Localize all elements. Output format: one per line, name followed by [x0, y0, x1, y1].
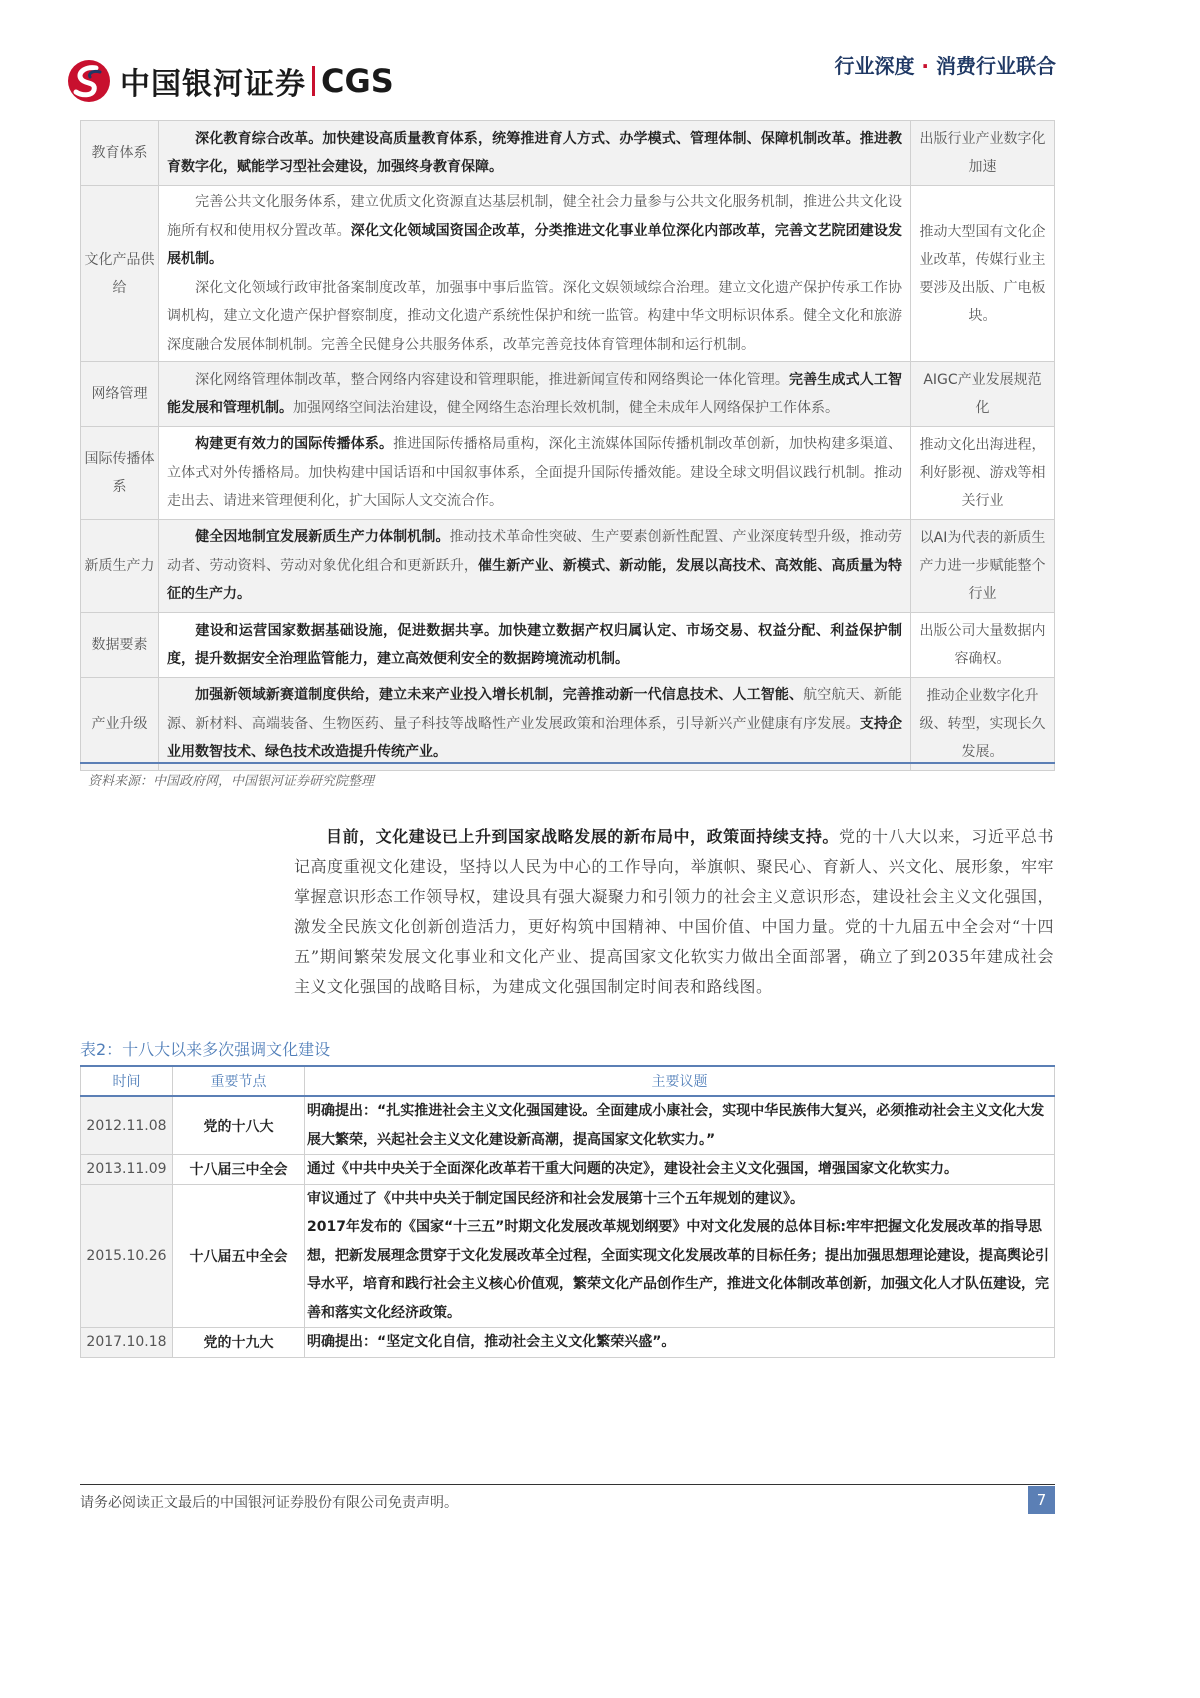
- row-topic: 审议通过了《中共中央关于制定国民经济和社会发展第十三个五年规划的建议》。 2017年发布的《国家“十三五”时期文化发展改革规划纲要》中对文化发展的总体目标:牢牢把握文化发展改革的指导思想，把新发展理念贯穿于文化发展改革全过程，全面实现文化发展改革的目标任务；提出加强思想理论建设，提高舆论引导水平，培育和践行社会主义核心价值观，繁荣文化产品创作生产，推进文化体制改革创新，加强文化人才队伍建设，完善和落实文化经济政策。: [305, 1184, 1055, 1328]
- doc-type-primary: 行业深度: [834, 54, 915, 78]
- row-impact: 出版行业产业数字化加速: [911, 121, 1055, 186]
- paragraph-text: 党的十八大以来，习近平总书记高度重视文化建设，坚持以人民为中心的工作导向，举旗帜、聚民心、育新人、兴文化、展形象，牢牢掌握意识形态工作领导权，建设具有强大凝聚力和引领力的社会主义意识形态，建设社会主义文化强国，激发全民族文化创新创造活力，更好构筑中国精神、中国价值、中国力量。党的十九届五中全会对“十四五”期间繁荣发展文化事业和文化产业、提高国家文化软实力做出全面部署，确立了到2035年建成社会主义文化强国的战略目标，为建成文化强国制定时间表和路线图。: [294, 827, 1054, 996]
- page-header: [66, 50, 1056, 110]
- row-category: 数据要素: [81, 613, 159, 678]
- table-row: [81, 1096, 1055, 1155]
- row-category: 教育体系: [81, 121, 159, 186]
- table-row: [81, 613, 1055, 678]
- brand-divider: [312, 66, 315, 96]
- doc-type-secondary: 消费行业联合: [936, 54, 1056, 78]
- cgs-logo-icon: [66, 58, 112, 104]
- row-impact: 推动企业数字化升级、转型，实现长久发展。: [911, 678, 1055, 771]
- brand-name-en: CGS: [321, 62, 394, 100]
- footer-disclaimer: 请务必阅读正文最后的中国银河证券股份有限公司免责声明。: [80, 1495, 458, 1511]
- row-impact: AIGC产业发展规范化: [911, 362, 1055, 427]
- brand-name-cn: 中国银河证券: [120, 67, 306, 102]
- page-number: 7: [1028, 1486, 1055, 1514]
- doc-type: [834, 50, 1056, 79]
- row-topic: 通过《中共中央关于全面深化改革若干重大问题的决定》，建设社会主义文化强国，增强国家文化软实力。: [305, 1155, 1055, 1185]
- row-time: 2015.10.26: [81, 1184, 173, 1328]
- table-row: [81, 186, 1055, 362]
- row-content: 加强新领域新赛道制度供给，建立未来产业投入增长机制，完善推动新一代信息技术、人工智能、航空航天、新能源、新材料、高端装备、生物医药、量子科技等战略性产业发展政策和治理体系，引导新兴产业健康有序发展。支持企业用数智技术、绿色技术改造提升传统产业。: [159, 678, 911, 771]
- table-row: [81, 1155, 1055, 1185]
- paragraph-lead: 目前，文化建设已上升到国家战略发展的新布局中，政策面持续支持。: [326, 827, 839, 846]
- row-topic: 明确提出：“扎实推进社会主义文化强国建设。全面建成小康社会，实现中华民族伟大复兴，必须推动社会主义文化大发展大繁荣，兴起社会主义文化建设新高潮，提高国家文化软实力。”: [305, 1096, 1055, 1155]
- row-content: 构建更有效力的国际传播体系。推进国际传播格局重构，深化主流媒体国际传播机制改革创新，加快构建多渠道、立体式对外传播格局。加快构建中国话语和中国叙事体系，全面提升国际传播效能。建设全球文明倡议践行机制。推动走出去、请进来管理便利化，扩大国际人文交流合作。: [159, 427, 911, 520]
- row-category: 国际传播体系: [81, 427, 159, 520]
- doc-type-separator: ·: [914, 54, 936, 78]
- brand-logo: [66, 58, 394, 104]
- col-header-topic: 主要议题: [305, 1066, 1055, 1096]
- table-source: 资料来源：中国政府网，中国银河证券研究院整理: [88, 774, 375, 789]
- row-time: 2013.11.09: [81, 1155, 173, 1185]
- row-impact: 推动文化出海进程，利好影视、游戏等相关行业: [911, 427, 1055, 520]
- col-header-time: 时间: [81, 1066, 173, 1096]
- table-row: [81, 520, 1055, 613]
- table-row: [81, 1184, 1055, 1328]
- table-row: [81, 678, 1055, 771]
- table-row: [81, 362, 1055, 427]
- table-row: [81, 427, 1055, 520]
- row-time: 2017.10.18: [81, 1328, 173, 1358]
- policy-table: [80, 120, 1055, 771]
- row-category: 文化产品供给: [81, 186, 159, 362]
- table-row: [81, 1328, 1055, 1358]
- table-bottom-rule: [80, 762, 1055, 764]
- footer-rule: [80, 1484, 1055, 1485]
- row-impact: 出版公司大量数据内容确权。: [911, 613, 1055, 678]
- row-topic: 明确提出：“坚定文化自信，推动社会主义文化繁荣兴盛”。: [305, 1328, 1055, 1358]
- row-time: 2012.11.08: [81, 1096, 173, 1155]
- row-content: 健全因地制宜发展新质生产力体制机制。推动技术革命性突破、生产要素创新性配置、产业深度转型升级，推动劳动者、劳动资料、劳动对象优化组合和更新跃升，催生新产业、新模式、新动能，发展以高技术、高效能、高质量为特征的生产力。: [159, 520, 911, 613]
- row-impact: 以AI为代表的新质生产力进一步赋能整个行业: [911, 520, 1055, 613]
- table-header-row: [81, 1066, 1055, 1096]
- row-node: 十八届三中全会: [173, 1155, 305, 1185]
- col-header-node: 重要节点: [173, 1066, 305, 1096]
- row-node: 党的十九大: [173, 1328, 305, 1358]
- row-category: 网络管理: [81, 362, 159, 427]
- row-content: 建设和运营国家数据基础设施，促进数据共享。加快建立数据产权归属认定、市场交易、权益分配、利益保护制度，提升数据安全治理监管能力，建立高效便利安全的数据跨境流动机制。: [159, 613, 911, 678]
- body-paragraph: [294, 822, 1054, 1002]
- table2-title: 表2：十八大以来多次强调文化建设: [80, 1040, 331, 1059]
- row-category: 新质生产力: [81, 520, 159, 613]
- table-row: [81, 121, 1055, 186]
- row-content: 完善公共文化服务体系，建立优质文化资源直达基层机制，健全社会力量参与公共文化服务机制，推进公共文化设施所有权和使用权分置改革。深化文化领域国资国企改革，分类推进文化事业单位深化内部改革，完善文艺院团建设发展机制。 深化文化领域行政审批备案制度改革，加强事中事后监管。深化文娱领域综合治理。建立文化遗产保护传承工作协调机构，建立文化遗产保护督察制度，推动文化遗产系统性保护和统一监管。构建中华文明标识体系。健全文化和旅游深度融合发展体制机制。完善全民健身公共服务体系，改革完善竞技体育管理体制和运行机制。: [159, 186, 911, 362]
- milestone-table: [80, 1065, 1055, 1358]
- row-impact: 推动大型国有文化企业改革，传媒行业主要涉及出版、广电板块。: [911, 186, 1055, 362]
- row-node: 党的十八大: [173, 1096, 305, 1155]
- row-node: 十八届五中全会: [173, 1184, 305, 1328]
- row-content: 深化教育综合改革。加快建设高质量教育体系，统筹推进育人方式、办学模式、管理体制、保障机制改革。推进教育数字化，赋能学习型社会建设，加强终身教育保障。: [159, 121, 911, 186]
- row-category: 产业升级: [81, 678, 159, 771]
- row-content: 深化网络管理体制改革，整合网络内容建设和管理职能，推进新闻宣传和网络舆论一体化管理。完善生成式人工智能发展和管理机制。加强网络空间法治建设，健全网络生态治理长效机制，健全未成年人网络保护工作体系。: [159, 362, 911, 427]
